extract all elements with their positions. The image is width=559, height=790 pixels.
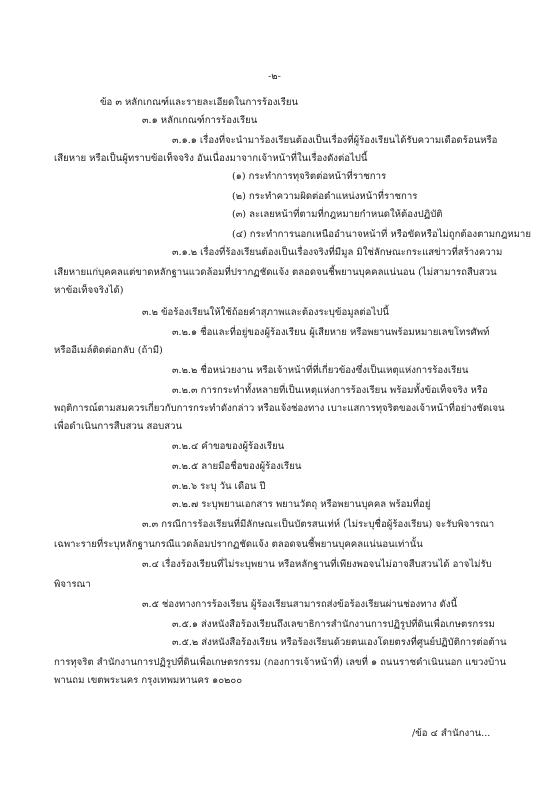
subitem-3: (๓) ละเลยหน้าที่ตามที่กฎหมายกำหนดให้ต้องปฏิบัติ: [232, 209, 443, 220]
item-3-2-5: ๓.๒.๕ ลายมือชื่อของผู้ร้องเรียน: [172, 461, 302, 472]
item-3-1-1-line-2: เสียหาย หรือเป็นผู้ทราบข้อเท็จจริง อันเนื่องมาจากเจ้าหน้าที่ในเรื่องดังต่อไปนี้: [54, 153, 368, 164]
subitem-4: (๔) กระทำการนอกเหนืออำนาจหน้าที่ หรือขัดหรือไม่ถูกต้องตามกฎหมาย: [232, 229, 531, 240]
item-3-2-1-line-2: หรืออีเมล์ติดต่อกลับ (ถ้ามี): [54, 345, 163, 356]
item-3-2-1-line-1: ๓.๒.๑ ชื่อและที่อยู่ของผู้ร้องเรียน ผู้เสียหาย หรือพยานพร้อมหมายเลขโทรศัพท์: [172, 327, 490, 338]
item-3-2-3-line-1: ๓.๒.๓ การกระทำทั้งหลายที่เป็นเหตุแห่งการร้องเรียน พร้อมทั้งข้อเท็จจริง หรือ: [172, 385, 488, 396]
item-3-1-1-line-1: ๓.๑.๑ เรื่องที่จะนำมาร้องเรียนต้องเป็นเรื่องที่ผู้ร้องเรียนได้รับความเดือดร้อนหรือ: [172, 135, 498, 146]
subitem-1: (๑) กระทำการทุจริตต่อหน้าที่ราชการ: [232, 171, 387, 182]
section-3-3-line-2: เฉพาะรายที่ระบุหลักฐานกรณีแวดล้อมปรากฏชัดแจ้ง ตลอดจนชี้พยานบุคคลแน่นอนเท่านั้น: [54, 539, 423, 550]
section-3-1-title: ๓.๑ หลักเกณฑ์การร้องเรียน: [142, 115, 258, 126]
page-number: -๒-: [268, 71, 281, 82]
item-3-5-2-line-1: ๓.๕.๒ ส่งหนังสือร้องเรียน หรือร้องเรียนด้วยตนเองโดยตรงที่ศูนย์ปฏิบัติการต่อต้าน: [172, 637, 507, 648]
section-3-5-title: ๓.๕ ช่องทางการร้องเรียน ผู้ร้องเรียนสามารถส่งข้อร้องเรียนผ่านช่องทาง ดังนี้: [142, 599, 458, 610]
item-3-1-2-line-3: หาข้อเท็จจริงได้): [54, 285, 124, 296]
item-3-5-2-line-2: การทุจริต สำนักงานการปฏิรูปที่ดินเพื่อเกษตรกรรม (กองการเจ้าหน้าที่) เลขที่ ๑ ถนนราชดำเนินนอก แขวงบ้าน: [54, 657, 507, 668]
item-3-1-2-line-2: เสียหายแก่บุคคลแต่ขาดหลักฐานแวดล้อมที่ปรากฏชัดแจ้ง ตลอดจนชี้พยานบุคคลแน่นอน (ไม่สามารถสืบสวน: [54, 267, 497, 278]
section-3-4-line-2: พิจารณา: [54, 579, 91, 590]
item-3-1-2-line-1: ๓.๑.๒ เรื่องที่ร้องเรียนต้องเป็นเรื่องจริงที่มีมูล มิใช่ลักษณะกระแสข่าวที่สร้างความ: [172, 247, 503, 258]
item-3-2-3-line-3: เพื่อดำเนินการสืบสวน สอบสวน: [54, 421, 183, 432]
heading-section-3: ข้อ ๓ หลักเกณฑ์และรายละเอียดในการร้องเรียน: [100, 97, 299, 108]
item-3-2-4: ๓.๒.๔ คำขอของผู้ร้องเรียน: [172, 441, 285, 452]
item-3-2-7: ๓.๒.๗ ระบุพยานเอกสาร พยานวัตถุ หรือพยานบุคคล พร้อมที่อยู่: [172, 499, 431, 510]
subitem-2: (๒) กระทำความผิดต่อตำแหน่งหน้าที่ราชการ: [232, 191, 418, 202]
item-3-2-2: ๓.๒.๒ ชื่อหน่วยงาน หรือเจ้าหน้าที่ที่เกี่ยวข้องซึ่งเป็นเหตุแห่งการร้องเรียน: [172, 365, 469, 376]
item-3-2-3-line-2: พฤติการณ์ตามสมควรเกี่ยวกับการกระทำดังกล่าว หรือแจ้งช่องทาง เบาะแสการทุจริตของเจ้าหน้าที่อย่างชัดเจน: [54, 403, 505, 414]
item-3-2-6: ๓.๒.๖ ระบุ วัน เดือน ปี: [172, 481, 266, 492]
section-3-2-title: ๓.๒ ข้อร้องเรียนให้ใช้ถ้อยคำสุภาพและต้องระบุข้อมูลต่อไปนี้: [142, 307, 389, 318]
item-3-5-1: ๓.๕.๑ ส่งหนังสือร้องเรียนถึงเลขาธิการสำนักงานการปฏิรูปที่ดินเพื่อเกษตรกรรม: [172, 619, 495, 630]
continuation-note: /ข้อ ๔ สำนักงาน...: [412, 728, 491, 739]
item-3-5-2-line-3: พานถม เขตพระนคร กรุงเทพมหานคร ๑๐๒๐๐: [54, 675, 243, 686]
section-3-4-line-1: ๓.๔ เรื่องร้องเรียนที่ไม่ระบุพยาน หรือหลักฐานที่เพียงพอจนไม่อาจสืบสวนได้ อาจไม่รับ: [142, 559, 492, 570]
section-3-3-line-1: ๓.๓ กรณีการร้องเรียนที่มีลักษณะเป็นบัตรสนเท่ห์ (ไม่ระบุชื่อผู้ร้องเรียน) จะรับพิจารณา: [142, 519, 495, 530]
